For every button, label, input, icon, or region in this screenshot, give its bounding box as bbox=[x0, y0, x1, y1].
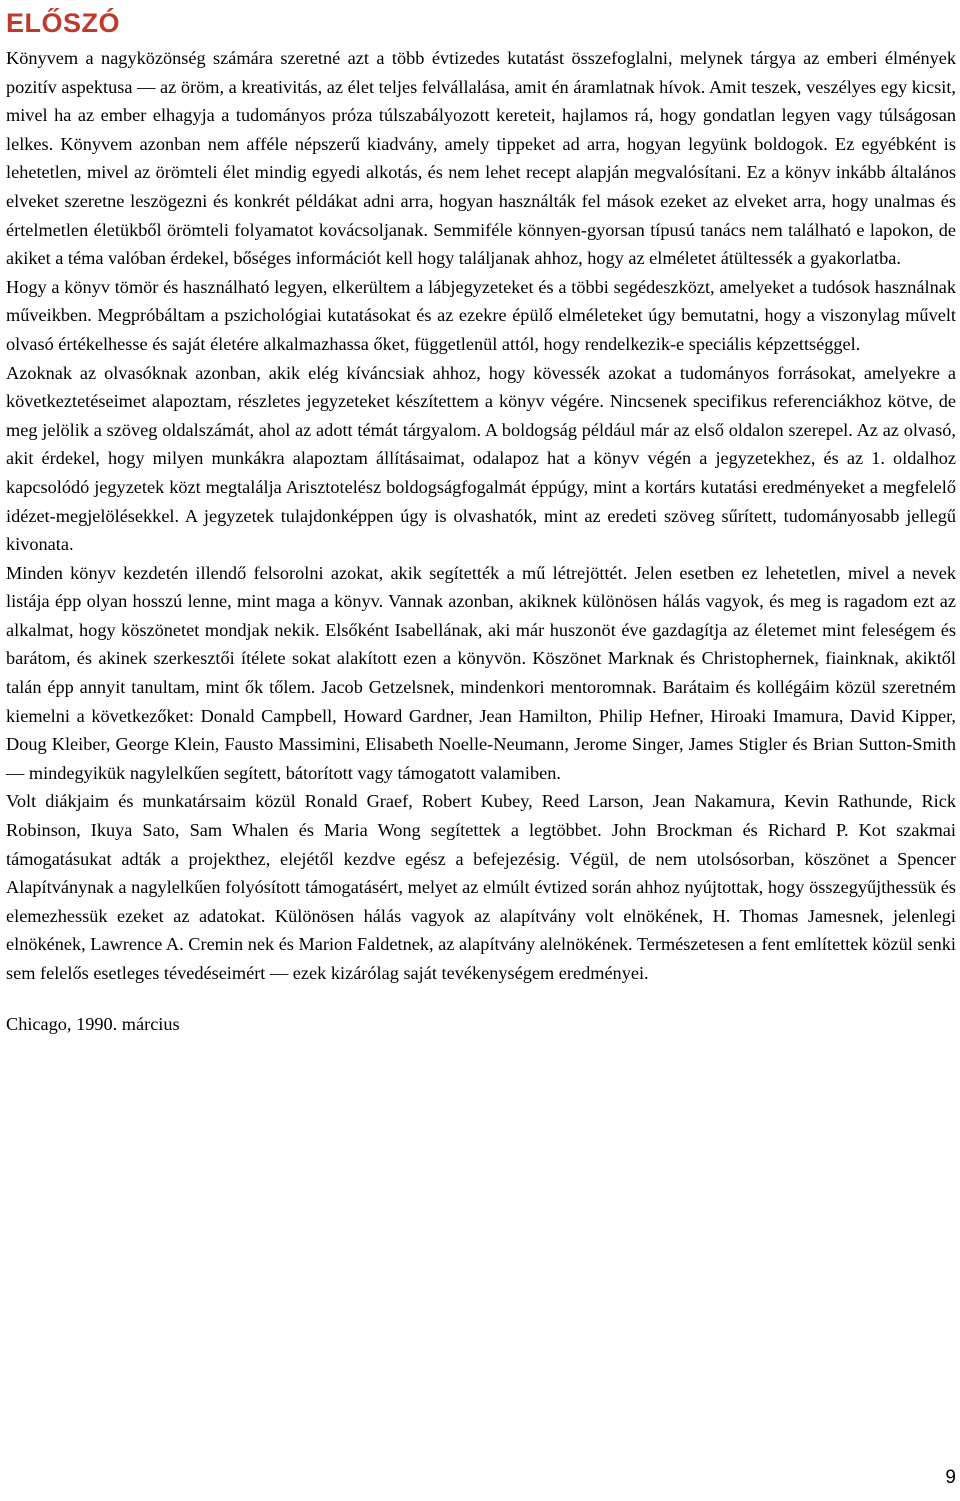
page-number: 9 bbox=[945, 1467, 956, 1488]
closing-place-date: Chicago, 1990. március bbox=[6, 1013, 180, 1034]
document-page bbox=[6, 0, 956, 1038]
paragraph-style: Hogy a könyv tömör és használható legyen, elkerültem a lábjegyzeteket és a többi segédeszközt, amelyeket a tudósok használnak műveikben. Megpróbáltam a pszichológiai kutatásokat és az ezekre épülő elméleteket úgy bemutatni, hogy a viszonylag művelt olvasó értékelhesse és saját életére alkalmazhassa őket, függetlenül attól, hogy rendelkezik-e speciális képzettséggel. bbox=[6, 276, 956, 354]
paragraph-notes: Azoknak az olvasóknak azonban, akik elég kíváncsiak ahhoz, hogy kövessék azokat a tudományos forrásokat, amelyekre a következtetéseimet alapoztam, részletes jegyzeteket készítettem a könyv végére. Nincsenek specifikus referenciákhoz kötve, de meg jelölik a szöveg oldalszámát, ahol az adott témát tárgyalom. A boldogság például már az első oldalon szerepel. Az az olvasó, akit érdekel, hogy milyen munkákra alapoztam állításaimat, odalapoz hat a könyv végén a jegyzetekhez, és az 1. oldalhoz kapcsolódó jegyzetek közt megtalálja Arisztotelész boldogságfogalmát éppúgy, mint a kortárs kutatási eredményeket a megfelelő idézet-megjelölésekkel. A jegyzetek tulajdonképpen úgy is olvashatók, mint az eredeti szöveg sűrített, tudományosabb jellegű kivonata. bbox=[6, 362, 956, 555]
paragraph-acknowledgements-continued: Volt diákjaim és munkatársaim közül Ronald Graef, Robert Kubey, Reed Larson, Jean Nakamura, Kevin Rathunde, Rick Robinson, Ikuya Sato, Sam Whalen és Maria Wong segítettek a legtöbbet. John Brockman és Richard P. Kot szakmai támogatásukat adták a projekthez, elejétől kezdve egész a befejezésig. Végül, de nem utolsósorban, köszönet a Spencer Alapítványnak a nagylelkűen folyósított támogatásért, melyet az elmúlt évtized során ahhoz nyújtottak, hogy összegyűjthessük és elemezhessük ezeket az adatokat. Különösen hálás vagyok az alapítvány volt elnökének, H. Thomas Jamesnek, jelenlegi elnökének, Lawrence A. Cremin nek és Marion Faldetnek, az alapítvány alelnökének. Természetesen a fent említettek közül senki sem felelős esetleges tévedéseimért — ezek kizárólag saját tevékenységem eredményei. bbox=[6, 791, 956, 983]
page-title: ELŐSZÓ bbox=[6, 8, 121, 38]
paragraph-intro: Könyvem a nagyközönség számára szeretné azt a több évtizedes kutatást összefoglalni, melynek tárgya az emberi élmények pozitív aspektusa — az öröm, a kreativitás, az élet teljes felvállalása, amit én áramlatnak hívok. Amit teszek, veszélyes egy kicsit, mivel ha az ember elhagyja a tudományos próza túlszabályozott kereteit, hajlamos rá, hogy gondatlan legyen vagy túlságosan lelkes. Könyvem azonban nem afféle népszerű kiadvány, amely tippeket ad arra, hogyan legyünk boldogok. Ez egyébként is lehetetlen, mivel az örömteli élet mindig egyedi alkotás, és nem lehet recept alapján megvalósítani. Ez a könyv inkább általános elveket szeretne leszögezni és konkrét példákat adni arra, hogyan használták fel mások ezeket az elveket arra, hogy unalmas és értelmetlen életükből örömteli folyamatot kovácsoljanak. Semmiféle könnyen-gyorsan típusú tanács nem található e lapokon, de akiket a téma valóban érdekel, bőséges információt kell hogy találjanak ahhoz, hogy az elméletet átültessék a gyakorlatba. bbox=[6, 48, 956, 269]
paragraph-acknowledgements: Minden könyv kezdetén illendő felsorolni azokat, akik segítették a mű létrejöttét. Jelen esetben ez lehetetlen, mivel a nevek listája épp olyan hosszú lenne, mint maga a könyv. Vannak azonban, akiknek különösen hálás vagyok, és meg is ragadom ezt az alkalmat, hogy köszönetet mondjak nekik. Elsőként Isabellának, aki már huszonöt éve gazdagítja az életemet mint feleségem és barátom, és akinek szerkesztői ítélete sokat alakított ezen a könyvön. Köszönet Marknak és Christophernek, fiainknak, akiktől talán épp annyit tanultam, mint ők tőlem. Jacob Getzelsnek, mindenkori mentoromnak. Barátaim és kollégáim közül szeretném kiemelni a következőket: Donald Campbell, Howard Gardner, Jean Hamilton, Philip Hefner, Hiroaki Imamura, David Kipper, Doug Kleiber, George Klein, Fausto Massimini, Elisabeth Noelle-Neumann, Jerome Singer, James Stigler és Brian Sutton-Smith — mindegyikük nagylelkűen segített, bátorított vagy támogatott valamiben. bbox=[6, 562, 956, 783]
